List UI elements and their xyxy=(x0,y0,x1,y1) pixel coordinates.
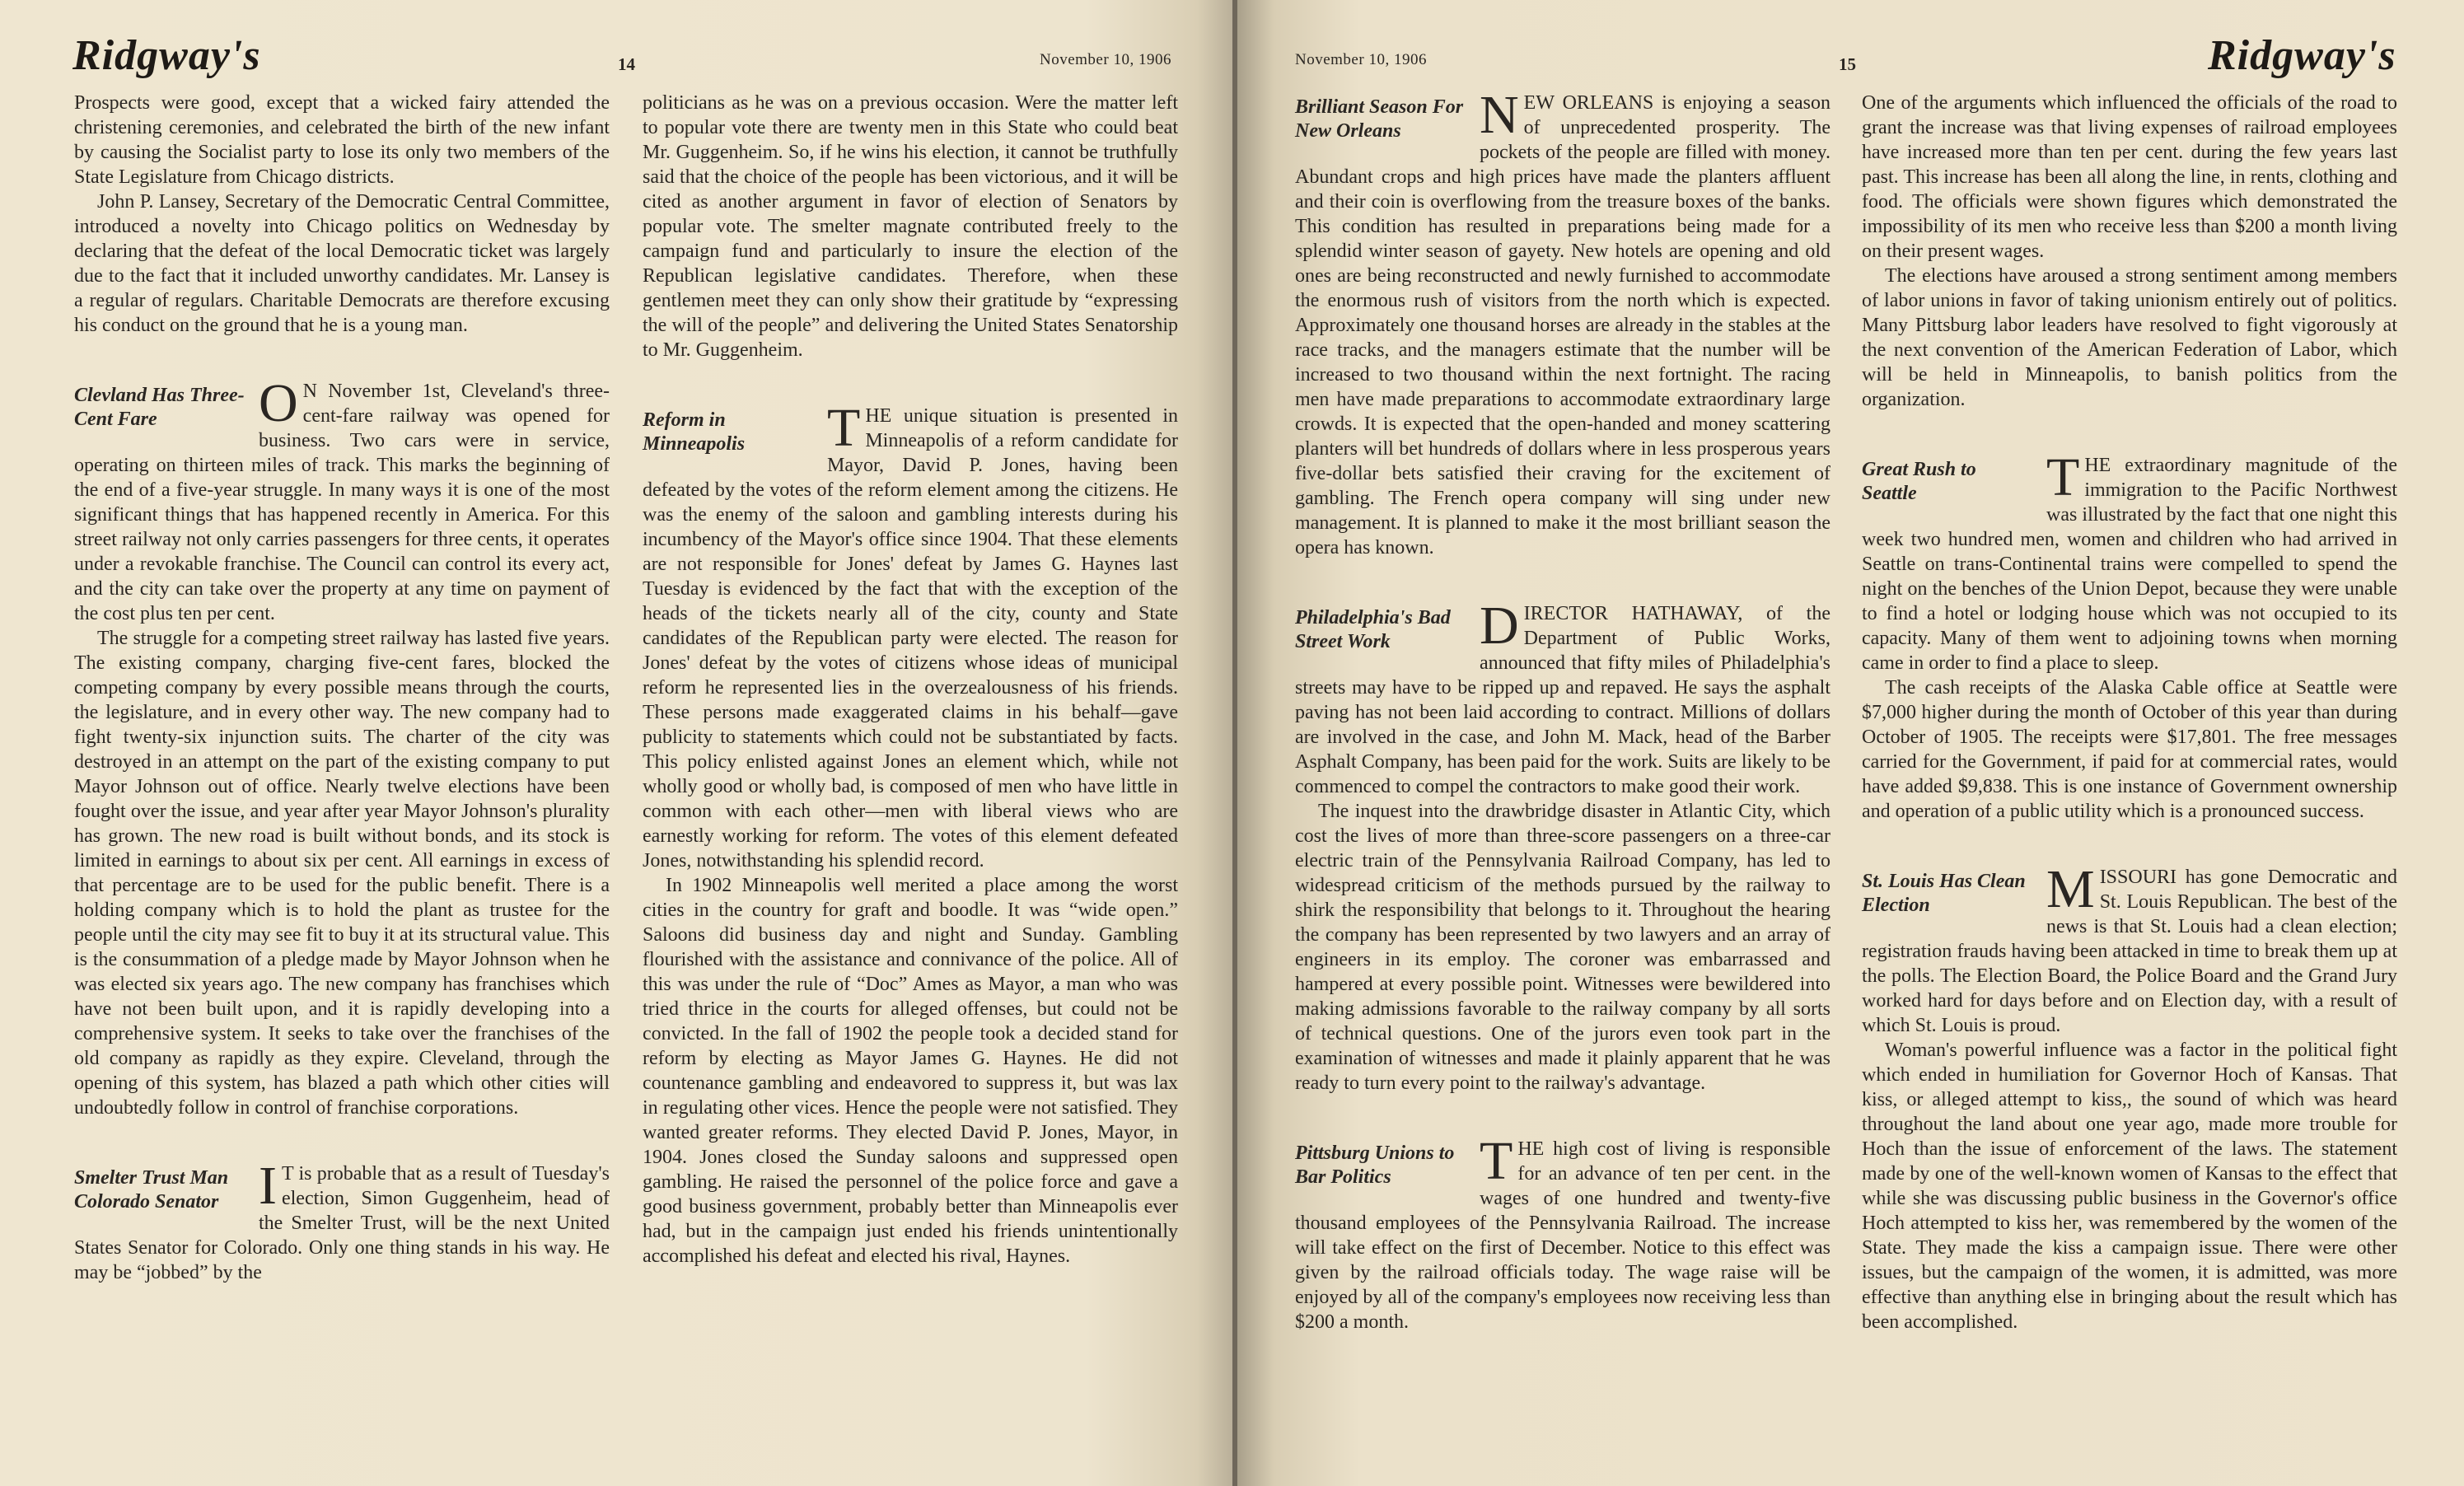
paragraph: One of the arguments which influenced the officials of the road to grant the increase was that living expenses of railroad employees have increased more than ten per cent. during the few years last past. This increase has been all along the line, in rents, clothing and food. The officials were shown figures which demonstrated the impossibility of its men who receive less than $200 a month living on their present wages. xyxy=(1862,92,2397,262)
paragraph: The struggle for a competing street railway has lasted five years. The existing company, charging five-cent fares, blocked the competing company by every possible means through the courts, the legislature, and in every other way. The new company had to fight twenty-six injunction suits. The charter of the city was destroyed in an attempt on the part of the existing company to put Mayor Johnson out of office. Nearly twelve elections have been fought over the issue, and year after year Mayor Johnson's plurality has grown. The new road is built without bonds, and its stock is limited in earnings to about six per cent. All earnings in excess of that percentage are to be used for the public benefit. There is a holding company which is to hold the plant as trustee for the people until the city may see fit to buy it at its structural value. This is the consummation of a pledge made by Mayor Johnson when he was elected six years ago. The new company has franchises which have not been built upon, and it is rapidly developing into a comprehensive system. It seeks to take over the franchises of the old company as rapidly as they expire. Cleveland, through the opening of this system, has blazed a path which other cities will undoubtedly follow in control of franchise corporations. xyxy=(74,628,610,1119)
drop-cap: D xyxy=(1480,596,1519,656)
article-pittsburg xyxy=(1295,1131,1830,1334)
column-3 xyxy=(1295,85,1830,1334)
drop-cap: M xyxy=(2046,859,2095,919)
paragraph: THE extraordinary magnitude of the immigration to the Pacific Northwest was illustrated by the fact that one night this week two hundred men, women and children who had arrived in Seattle on trans-Continental trains were compelled to spend the night on the benches of the Union Depot, because they were unable to find a hotel or lodging house which was not occupied to its capacity. Many of them went to adjoining towns when morning came in order to find a place to sleep. xyxy=(1862,447,2397,674)
paragraph: I T is probable that as a result of Tuesday's election, Simon Guggenheim, head of the Smelter Trust, will be the next United States Senator for Colorado. Only one thing stands in his way. He may be “jobbed” by the xyxy=(74,1156,610,1283)
paragraph: THE unique situation is presented in Minneapolis of a reform candidate for Mayor, David P. Jones, having been defeated by the votes of the reform element among the citizens. He was the enemy of the saloon and gambling interests during his incumbency of the Mayor's office since 1904. That these elements are not responsible for Jones' defeat by James G. Haynes last Tuesday is evidenced by the fact that with the exception of the heads of the tickets nearly all of the city, county and State candidates of the Republican party were elected. The reason for Jones' defeat by the votes of citizens whose ideas of municipal reform he represented lies in the overzealousness of his friends. These persons made exaggerated claims in his behalf—gave publicity to statements which could not be substantiated by facts. This policy enlisted against Jones an element which, while not wholly good or wholly bad, is composed of men who have little in common with each other—men with liberal views who are earnestly working for reform. The votes of this element defeated Jones, notwithstanding his splendid record. xyxy=(643,398,1178,872)
article-cleveland xyxy=(74,373,610,1120)
article-heading: St. Louis Has Clean Election xyxy=(1862,871,2026,916)
page-number: 14 xyxy=(618,54,635,74)
left-page-header xyxy=(0,31,1234,81)
paragraph: Woman's powerful influence was a factor in the political fight which ended in humiliation for Governor Hoch of Kansas. That kiss, or alleged attempt to kiss,, the sound of which was heard throughout the land about one year ago, made more trouble for Hoch than the issue of enforcement of the laws. The statement made by one of the well-known women of Kansas to the effect that while she was discussing public business in the Governor's office Hoch attempted to kiss her, was remembered by the women of the State. They made the kiss a campaign issue. There were other issues, but the campaign of the women, it is admitted, was more effective than anything else in bringing about the result which has been accomplished. xyxy=(1862,1040,2397,1333)
article-heading: Brilliant Season For New Orleans xyxy=(1295,96,1464,142)
article-heading: Great Rush to Seattle xyxy=(1862,459,1976,504)
article-philadelphia xyxy=(1295,596,1830,1096)
article-new-orleans xyxy=(1295,85,1830,560)
masthead-logo: Ridgway's xyxy=(72,32,261,79)
drop-cap: T xyxy=(827,398,861,458)
issue-date: November 10, 1906 xyxy=(1295,51,1427,68)
article-st-louis xyxy=(1862,859,2397,1334)
column-2 xyxy=(643,91,1178,1269)
article-seattle xyxy=(1862,447,2397,824)
paragraph: Prospects were good, except that a wicked fairy attended the christening ceremonies, and celebrated the birth of the new infant by causing the Socialist party to lose its only two members of the State Legislature from Chicago districts. xyxy=(74,92,610,188)
paragraph: O N November 1st, Cleveland's three-cent-fare railway was opened for business. Two cars were in service, operating on thirteen miles of track. This marks the beginning of the end of a five-year struggle. In many ways it is one of the most significant things that has happened recently in America. For this street railway not only carries passengers for three cents, it operates under a revokable franchise. The Council can control its every act, and the city can take over the property at any time on payment of the cost plus ten per cent. xyxy=(74,373,610,624)
column-1 xyxy=(74,91,610,1285)
continued-article xyxy=(1862,91,2397,412)
paragraph: politicians as he was on a previous occasion. Were the matter left to popular vote there are twenty men in this State who could beat Mr. Guggenheim. So, if he wins his election, it cannot be truthfully said that the choice of the people has been victorious, and it will be cited as another argument in favor of election of Senators by popular vote. The smelter magnate contributed freely to the campaign fund and particularly to insure the election of the Republican legislative candidates. Therefore, when these gentlemen meet they can only show their gratitude by “expressing the will of the people” and delivering the United States Senatorship to Mr. Guggenheim. xyxy=(643,92,1178,361)
article-smelter-trust xyxy=(74,1156,610,1285)
paragraph: The elections have aroused a strong sentiment among members of labor unions in favor of taking unionism entirely out of politics. Many Pittsburg labor leaders have resolved to fight vigorously at the next convention of the American Federation of Labor, which will be held in Minneapolis, to banish politics from the organization. xyxy=(1862,265,2397,410)
drop-cap: I xyxy=(259,1156,277,1216)
right-page-header xyxy=(1237,31,2464,81)
drop-cap: N xyxy=(1480,85,1519,145)
paragraph: The cash receipts of the Alaska Cable office at Seattle were $7,000 higher during the month of October of this year than during October of 1905. The receipts were $17,801. The free messages carried for the Government, if paid for at commercial rates, would have added $9,838. This is one instance of Government ownership and operation of a public utility which is a pronounced success. xyxy=(1862,677,2397,822)
paragraph: In 1902 Minneapolis well merited a place among the worst cities in the country for graft and boodle. It was “wide open.” Saloons did business day and night and Sunday. Gambling flourished with the assistance and connivance of the police. All of this was under the rule of “Doc” Ames as Mayor, a man who was tried thrice in the courts for alleged offenses, but could not be convicted. In the fall of 1902 the people took a decided stand for reform by electing as Mayor James G. Haynes. He did not countenance gambling and endeavored to suppress it, but was lax in regulating other vices. Hence the people were not satisfied. They wanted greater reforms. They elected David P. Jones, Mayor, in 1904. Jones closed the Sunday saloons and suppressed open gambling. He raised the personnel of the police force and gave a good business government, probably better than Minneapolis ever had, but in the campaign just ended his friends unintentionally accomplished his defeat and elected his rival, Haynes. xyxy=(643,875,1178,1267)
page-number: 15 xyxy=(1839,54,1856,74)
continued-article xyxy=(74,91,610,338)
right-page xyxy=(1237,0,2464,1486)
paragraph: The inquest into the drawbridge disaster in Atlantic City, which cost the lives of more than three-score passengers on a three-car electric train of the Pennsylvania Railroad Company, has led to widespread criticism of the methods pursued by the railway to shirk the responsibility that belongs to it. Throughout the hearing the company has been represented by two lawyers and an array of engineers in its employ. The coroner was embarrassed and hampered at every possible point. Witnesses were bewildered into making admissions favorable to the railway company by all sorts of technical questions. One of the jurors even took part in the examination of witnesses and made it plainly apparent that he was ready to turn every point to the railway's advantage. xyxy=(1295,801,1830,1094)
masthead-logo: Ridgway's xyxy=(2208,32,2396,79)
continued-article xyxy=(643,91,1178,362)
issue-date: November 10, 1906 xyxy=(1040,51,1171,68)
article-heading: Smelter Trust Man Colorado Senator xyxy=(74,1167,229,1213)
article-minneapolis xyxy=(643,398,1178,1269)
article-heading: Pittsburg Unions to Bar Politics xyxy=(1295,1143,1455,1188)
drop-cap: T xyxy=(2046,447,2080,507)
paragraph: NEW ORLEANS is enjoying a season of unprecedented prosperity. The pockets of the people are filled with money. Abundant crops and high prices have made the planters affluent and their coin is overflowing from the treasure boxes of the banks. This condition has resulted in preparations being made for a splendid winter season of gayety. New hotels are opening and old ones are being reconstructed and newly furnished to accommodate the enormous rush of visitors from the north which is expected. Approximately one thousand horses are already in the stables at the race tracks, and the managers estimate that the number will be increased to two thousand within the next fortnight. The racing men have made preparations to accommodate extraordinary large crowds. It is expected that the open-handed and money scattering planters will bet hundreds of dollars where in less prosperous years five-dollar bets satisfied their craving for the excitement of gambling. The French opera company will sing under new management. It is planned to make it the most brilliant season the opera has known. xyxy=(1295,85,1830,558)
drop-cap: O xyxy=(259,373,298,433)
article-heading: Clevland Has Three-Cent Fare xyxy=(74,385,245,430)
drop-cap: T xyxy=(1480,1131,1513,1191)
paragraph: THE high cost of living is responsible for an advance of ten per cent. in the wages of one hundred and twenty-five thousand employees of the Pennsylvania Railroad. The increase will take effect on the first of December. Notice to this effect was given by the railroad officials today. The wage raise will be enjoyed by all of the company's employees now receiving less than $200 a month. xyxy=(1295,1131,1830,1333)
article-heading: Reform in Minneapolis xyxy=(643,409,746,455)
paragraph: MISSOURI has gone Democratic and St. Louis Republican. The best of the news is that St. Louis had a clean election; registration frauds having been attacked in time to break them up at the polls. The Election Board, the Police Board and the Grand Jury worked hard for days before and on Election day, with a result of which St. Louis is proud. xyxy=(1862,859,2397,1036)
paragraph: John P. Lansey, Secretary of the Democratic Central Committee, introduced a novelty into Chicago politics on Wednesday by declaring that the defeat of the local Democratic ticket was largely due to the fact that it included unworthy candidates. Mr. Lansey is a regular of regulars. Charitable Democrats are therefore excusing his conduct on the ground that he is a young man. xyxy=(74,191,610,336)
article-heading: Philadelphia's Bad Street Work xyxy=(1295,607,1451,652)
paragraph: DIRECTOR HATHAWAY, of the Department of Public Works, announced that fifty miles of Philadelphia's streets may have to be ripped up and repaved. He says the asphalt paving has not been laid according to contract. Millions of dollars are involved in the case, and John M. Mack, head of the Barber Asphalt Company, has been paid for the work. Suits are likely to be commenced to compel the contractors to make good their work. xyxy=(1295,596,1830,797)
column-4 xyxy=(1862,91,2397,1334)
